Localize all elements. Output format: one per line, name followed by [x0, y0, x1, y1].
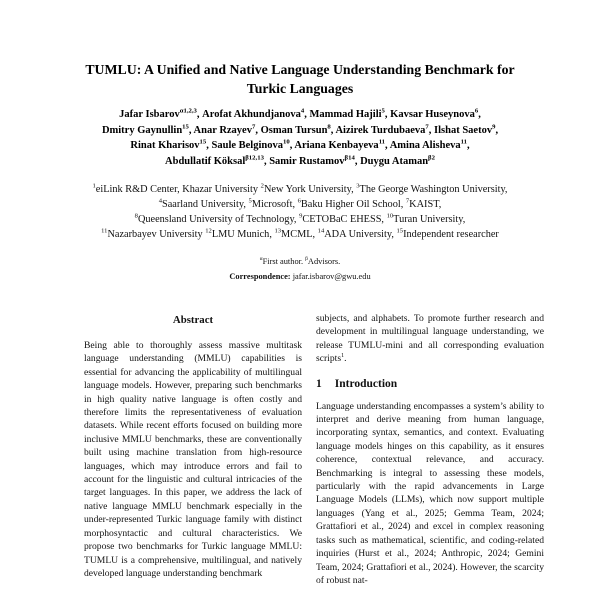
section-number: 1 [316, 377, 322, 390]
abstract-text: Being able to thoroughly assess massive multitask language understanding (MMLU) capabilities is essential for advancing the applicability of multilingual language models. However, preparing such benchmarks in high quality native language is often costly and therefore limits the representativeness of evaluation datasets. While recent efforts focused on building more inclusive MMLU benchmarks, these are conventionally built using machine translation from high-resource languages, which may introduce errors and fail to account for the linguistic and cultural intricacies of the target languages. In this paper, we address the lack of native language MMLU benchmark especially in the under-represented Turkic language family with distinct morphosyntactic and cultural characteristics. We propose two benchmarks for Turkic language MMLU: TUMLU is a comprehensive, multilingual, and natively developed language understanding benchmark [84, 340, 302, 579]
two-column-body [84, 312, 544, 587]
author-line: Rinat Kharisov$^{15}$, Saule Belginova$^{10}$, Ariana Kenbayeva$^{11}$, Amina Alisheva$^{11}$, [130, 138, 470, 151]
affiliation-line: $^1$eiLink R&D Center, Khazar University $^2$New York University, $^3$The George Washington University, [92, 182, 508, 195]
author-line: Jafar Isbarov$^{\alpha 1,2,3}$, Arofat Akhundjanova$^4$, Mammad Hajili$^5$, Kavsar Huseynova$^6$, [119, 107, 481, 120]
right-column [316, 312, 544, 587]
author-block [30, 107, 570, 169]
title-line-1: TUMLU: A Unified and Native Language Understanding Benchmark for [85, 62, 515, 77]
correspondence-line [0, 271, 600, 282]
correspondence-email: jafar.isbarov@gwu.edu [292, 272, 371, 281]
author-footnote: $^\alpha$First author. $^\beta$Advisors. [259, 256, 341, 266]
author-line: Abdullatif Köksal$^{\beta 12,13}$, Samir Rustamov$^{\beta 14}$, Duygu Ataman$^{\beta 2}$ [165, 154, 435, 167]
left-column [84, 312, 302, 587]
abstract-heading: Abstract [172, 314, 214, 326]
abstract-continuation: subjects, and alphabets. To promote further research and development in multilingual language understanding, we release TUMLU-mini and all corresponding evaluation scripts$^1$. [316, 313, 544, 365]
author-line: Dmitry Gaynullin$^{15}$, Anar Rzayev$^7$, Osman Tursun$^8$, Aizirek Turdubaeva$^7$, Ilshat Saetov$^9$, [101, 123, 499, 136]
section-heading-introduction [316, 378, 544, 390]
correspondence-label: Correspondence: [229, 272, 291, 281]
affiliation-line: $^4$Saarland University, $^5$Microsoft, $^6$Baku Higher Oil School, $^7$KAIST, [158, 197, 442, 210]
affiliation-line: $^{11}$Nazarbayev University $^{12}$LMU Munich, $^{13}$MCML, $^{14}$ADA University, $^{15}$Independent researcher [101, 227, 499, 240]
affiliation-block [30, 182, 570, 242]
introduction-text: Language understanding encompasses a system’s ability to interpret and derive meaning from human language, incorporating syntax, semantics, and context. Evaluating language models hinges on this capability, as it ensures coherence, contextual relevance, and accuracy. Benchmarking is integral to assessing these models, particularly with the rapid advancements in Large Language Models (LLMs), which now support multiple languages (Yang et al., 2025; Gemma Team, 2024; Grattafiori et al., 2024) and excel in complex reasoning tasks such as mathematical, scientific, and coding-related inquiries (Hurst et al., 2024; Anthropic, 2024; Gemini Team, 2024; Grattafiori et al., 2024). However, the scarcity of robust nat- [316, 400, 544, 586]
title-line-2: Turkic Languages [246, 81, 354, 96]
paper-title [40, 60, 560, 98]
affiliation-line: $^8$Queensland University of Technology, $^9$CETOBaC EHESS, $^{10}$Turan University, [134, 212, 466, 225]
section-title: Introduction [334, 377, 398, 390]
